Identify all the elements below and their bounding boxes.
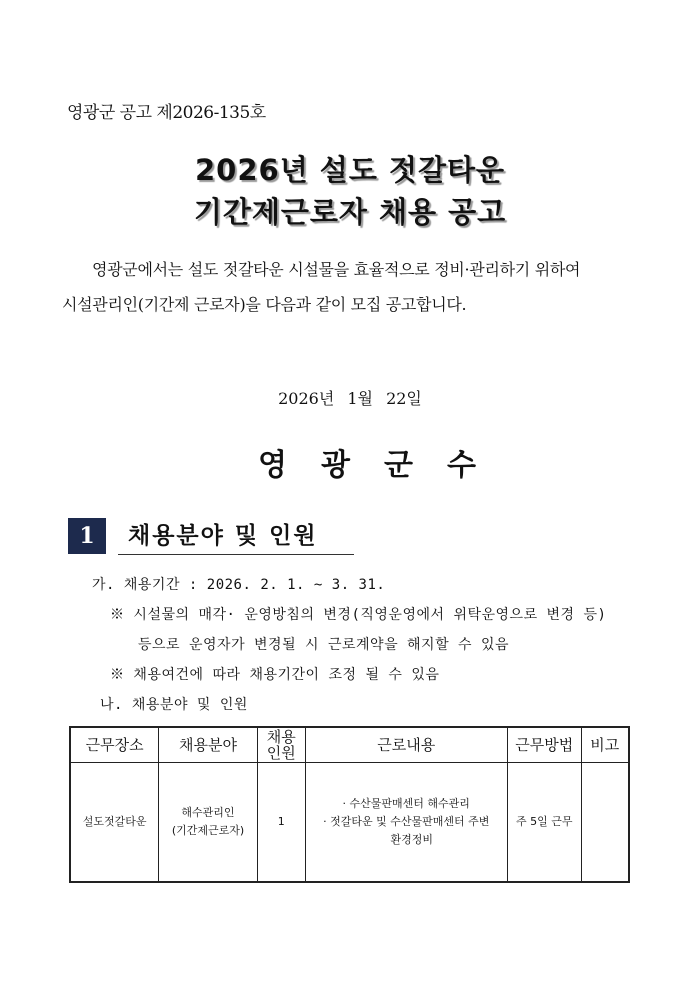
title-line-1: 2026년 설도 젓갈타운 (194, 153, 505, 187)
duty-item-1: · 수산물판매센터 해수관리 (342, 797, 470, 810)
title-line-2: 기간제근로자 채용 공고 (193, 195, 507, 229)
section-underline (118, 554, 354, 555)
cell-field (159, 763, 258, 883)
duty-item-2-continued: 환경정비 (390, 833, 433, 846)
header-count (257, 727, 305, 763)
header-duties: 근로내용 (305, 727, 507, 763)
cell-field-line-2: (기간제근로자) (171, 824, 245, 837)
header-remarks: 비고 (581, 727, 629, 763)
recruitment-table (69, 726, 630, 883)
issuer-name: 영광군수 (258, 448, 510, 483)
table-header-row (70, 727, 629, 763)
cell-method: 주 5일 근무 (507, 763, 581, 883)
header-count-line-1: 채용 (266, 728, 296, 746)
duty-item-2: · 젓갈타운 및 수산물판매센터 주변 (323, 815, 490, 828)
cell-place: 설도젓갈타운 (70, 763, 159, 883)
section-number-badge: 1 (68, 518, 106, 554)
note-period-adjustment: ※ 채용여건에 따라 채용기간이 조정 될 수 있음 (110, 667, 440, 683)
section-title: 채용분야 및 인원 (128, 523, 318, 549)
header-place: 근무장소 (70, 727, 159, 763)
header-method: 근무방법 (507, 727, 581, 763)
field-subheading: 나. 채용분야 및 인원 (100, 697, 248, 713)
notice-number: 영광군 공고 제2026-135호 (67, 103, 266, 123)
table-row (70, 763, 629, 883)
note-contract-termination-line-2: 등으로 운영자가 변경될 시 근로계약을 해지할 수 있음 (138, 637, 510, 653)
employment-period: 가. 채용기간 : 2026. 2. 1. ~ 3. 31. (92, 577, 386, 593)
cell-field-line-1: 해수관리인 (181, 806, 235, 819)
intro-line-1: 영광군에서는 설도 젓갈타운 시설물을 효율적으로 정비·관리하기 위하여 (92, 260, 581, 279)
cell-remarks (581, 763, 629, 883)
intro-line-2: 시설관리인(기간제 근로자)을 다음과 같이 모집 공고합니다. (62, 295, 467, 314)
header-field: 채용분야 (159, 727, 258, 763)
cell-count: 1 (257, 763, 305, 883)
header-count-line-2: 인원 (266, 744, 296, 762)
notice-date: 2026년 1월 22일 (278, 389, 422, 408)
cell-duties (305, 763, 507, 883)
note-contract-termination-line-1: ※ 시설물의 매각· 운영방침의 변경(직영운영에서 위탁운영으로 변경 등) (110, 607, 607, 623)
